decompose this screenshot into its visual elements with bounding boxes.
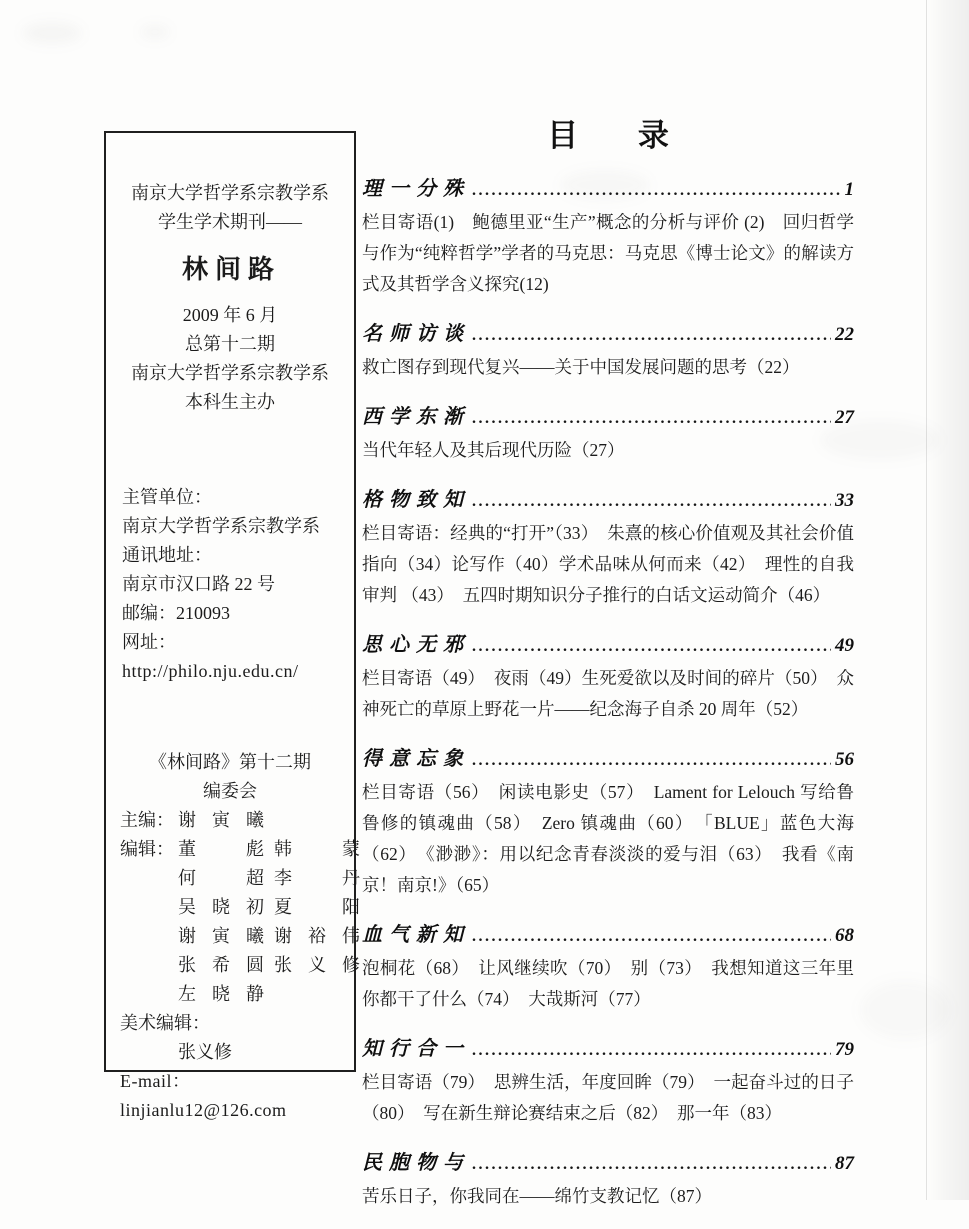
dot-leader [472,638,831,660]
section-title: 西学东渐 [362,406,470,428]
section-title: 名师访谈 [362,323,470,345]
editor-name: 张义修 [274,955,360,975]
toc-section-heading [362,317,854,349]
section-page-number: 27 [835,407,854,428]
editor-name: 张希圆 [178,955,264,975]
dot-leader [472,182,841,204]
toc-section [362,918,854,1015]
toc-section-heading [362,483,854,515]
editor-name: 夏阳 [274,897,360,917]
toc-section [362,1146,854,1212]
section-title: 思心无邪 [362,634,470,656]
toc-section [362,400,854,466]
editors-row [118,893,360,922]
editor-name: 董彪 [178,839,264,859]
journal-masthead [118,179,342,417]
address-label: 通讯地址： [122,545,212,565]
dot-leader [472,928,831,950]
publisher-line: 南京大学哲学系宗教学系 [131,363,329,383]
toc-section-heading [362,172,854,204]
editor-name: 吴晓初 [178,897,264,917]
chief-editor-label: 主编： [120,810,174,830]
editor-name: 李丹 [274,868,360,888]
supervisor-label: 主管单位： [122,487,212,507]
editors-row [118,922,360,951]
toc-section-heading [362,1146,854,1178]
journal-info-box [104,131,360,1120]
editors-row [118,835,360,864]
section-articles: 当代年轻人及其后现代历险（27） [362,440,625,460]
editor-name: 韩蒙 [274,839,360,859]
section-articles: 苦乐日子，你我同在——绵竹支教记忆（87） [362,1186,712,1206]
postcode-line: 邮编：210093 [122,603,230,623]
toc-section [362,1032,854,1129]
section-title: 得意忘象 [362,748,470,770]
editor-name: 谢裕伟 [274,926,360,946]
section-page-number: 87 [835,1153,854,1174]
editor-name: 谢寅曦 [178,926,264,946]
section-title: 格物致知 [362,489,470,511]
toc-section-heading [362,918,854,950]
section-page-number: 22 [835,324,854,345]
dot-leader [472,1156,831,1178]
dot-leader [472,752,831,774]
section-title: 民胞物与 [362,1152,470,1174]
section-articles: 栏目寄语（79） 思辨生活，年度回眸（79） 一起奋斗过的日子（80） 写在新生辩论赛结束之后（82） 那一年（83） [362,1072,854,1123]
table-of-contents [362,116,854,1229]
section-page-number: 1 [844,179,854,200]
section-articles: 栏目寄语：经典的“打开”（33） 朱熹的核心价值观及其社会价值指向（34）论写作（40）学术品味从何而来（42） 理性的自我审判 （43） 五四时期知识分子推行的白话文运动简介（46） [362,523,854,605]
editors-row [118,980,342,1009]
issue-date: 2009 年 6 月 [182,305,278,325]
editor-name: 左晓静 [178,984,264,1004]
editors-row [118,951,360,980]
section-page-number: 68 [835,925,854,946]
toc-section-heading [362,400,854,432]
website-label: 网址： [122,632,176,652]
toc-section [362,742,854,901]
toc-title: 目 录 [547,118,695,153]
toc-section [362,628,854,725]
section-page-number: 79 [835,1039,854,1060]
section-articles: 泡桐花（68） 让风继续吹（70） 别（73） 我想知道这三年里你都干了什么（74） 大哉斯河（77） [362,958,854,1009]
committee-title-line: 编委会 [203,781,257,801]
section-page-number: 33 [835,490,854,511]
publisher-line: 本科生主办 [185,392,275,412]
dot-leader [472,410,831,432]
email-label: E-mail： [120,1071,191,1091]
address-value: 南京市汉口路 22 号 [122,574,275,594]
dot-leader [472,327,831,349]
art-editor-name: 张义修 [178,1042,232,1062]
section-articles: 栏目寄语（56） 闲读电影史（57） Lament for Lelouch 写给鲁鲁修的镇魂曲（58） Zero 镇魂曲（60） 「BLUE」蓝色大海（62） 《渺渺》：用以纪念青春淡淡的爱与泪（63） 我看《南京！南京!》（65） [362,782,854,895]
section-title: 血气新知 [362,924,470,946]
committee-title-line: 《林间路》第十二期 [149,752,311,772]
dot-leader [472,493,831,515]
website-url: http://philo.nju.edu.cn/ [122,661,299,681]
toc-section-heading [362,1032,854,1064]
editors-label: 编辑： [120,839,174,859]
toc-section-heading [362,742,854,774]
dot-leader [472,1042,831,1064]
editors-row [118,864,360,893]
scan-smudge [22,22,82,44]
masthead-line: 南京大学哲学系宗教学系 [131,183,329,203]
section-title: 理一分殊 [362,178,470,200]
email-address: linjianlu12@126.com [120,1100,287,1120]
art-editor-label: 美术编辑： [120,1013,210,1033]
scan-smudge [140,25,170,39]
toc-section [362,483,854,611]
journal-title: 林间路 [181,255,281,284]
section-page-number: 56 [835,749,854,770]
editorial-committee [118,748,360,1125]
toc-section-heading [362,628,854,660]
masthead-line: 学生学术期刊—— [158,212,302,232]
issue-number: 总第十二期 [185,334,275,354]
section-articles: 栏目寄语(1) 鲍德里亚“生产”概念的分析与评价 (2) 回归哲学与作为“纯粹哲学”学者的马克思：马克思《博士论文》的解读方式及其哲学含义探究(12) [362,212,854,294]
editor-name: 何超 [178,868,264,888]
section-articles: 救亡图存到现代复兴——关于中国发展问题的思考（22） [362,357,800,377]
section-title: 知行合一 [362,1038,470,1060]
section-articles: 栏目寄语（49） 夜雨（49）生死爱欲以及时间的碎片（50） 众神死亡的草原上野花一片——纪念海子自杀 20 周年（52） [362,668,854,719]
supervisor-value: 南京大学哲学系宗教学系 [122,516,320,536]
toc-section [362,317,854,383]
section-page-number: 49 [835,635,854,656]
page-edge-shadow [926,0,969,1200]
journal-contact-info [118,483,342,686]
toc-section [362,172,854,300]
chief-editor-row [118,806,342,835]
chief-editor-name: 谢寅曦 [178,810,264,830]
